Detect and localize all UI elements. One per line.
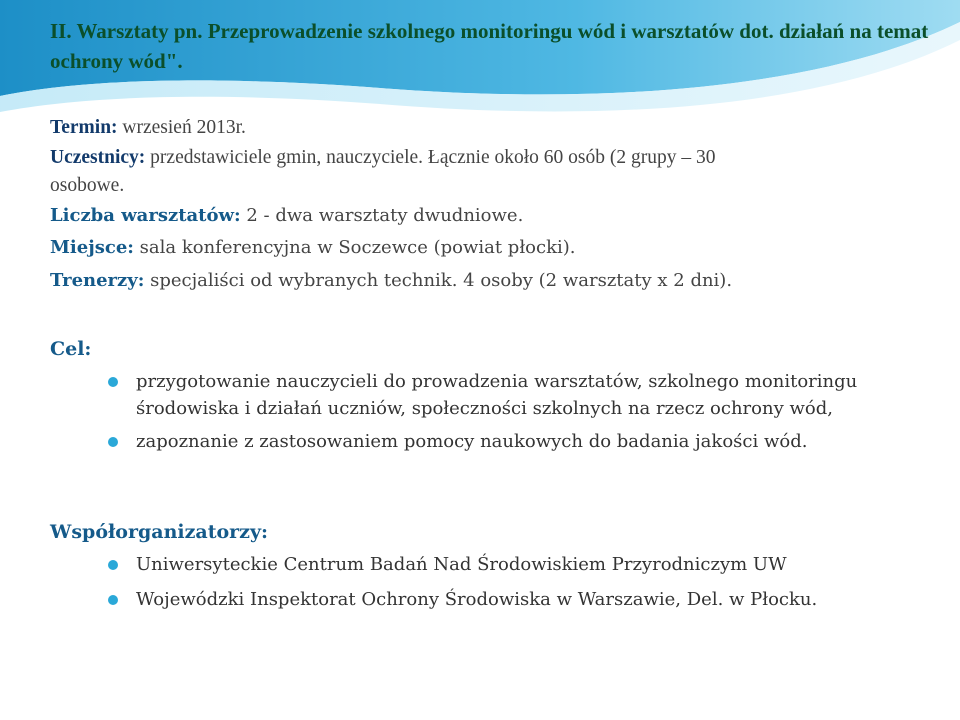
cel-heading: Cel:	[50, 338, 92, 360]
miejsce-value: sala konferencyjna w Soczewce (powiat płocki).	[133, 237, 576, 258]
cel-list	[108, 368, 888, 455]
wspolorganizatorzy-heading: Współorganizatorzy:	[50, 521, 269, 543]
trenerzy-line	[50, 267, 920, 295]
uczestnicy-line-2	[50, 172, 920, 200]
termin-line	[50, 114, 920, 142]
list-item	[108, 586, 908, 613]
cel-item-1: przygotowanie nauczycieli do prowadzenia warsztatów, szkolnego monitoringu środowiska i działań uczniów, społeczności szkolnych na rzecz ochrony wód,	[136, 371, 858, 419]
wspolorganizator-item-1: Uniwersyteckie Centrum Badań Nad Środowiskiem Przyrodniczym UW	[136, 554, 787, 575]
miejsce-line	[50, 234, 920, 262]
trenerzy-label: Trenerzy:	[50, 270, 145, 291]
wspolorganizator-item-2: Wojewódzki Inspektorat Ochrony Środowiska w Warszawie, Del. w Płocku.	[136, 589, 818, 610]
liczba-line	[50, 202, 920, 230]
slide-title: II. Warsztaty pn. Przeprowadzenie szkolnego monitoringu wód i warsztatów dot. działań na temat ochrony wód".	[50, 19, 929, 73]
uczestnicy-value: przedstawiciele gmin, nauczyciele. Łącznie około 60 osób (2 grupy – 30	[145, 147, 716, 168]
bullet-icon	[108, 560, 118, 570]
bullet-icon	[108, 377, 118, 387]
uczestnicy-value-cont: osobowe.	[50, 175, 125, 196]
trenerzy-value: specjaliści od wybranych technik. 4 osoby (2 warsztaty x 2 dni).	[144, 270, 733, 291]
uczestnicy-label: Uczestnicy:	[50, 147, 146, 168]
liczba-value: 2 - dwa warsztaty dwudniowe.	[240, 205, 524, 226]
wspolorganizatorzy-list	[108, 551, 908, 613]
list-item	[108, 368, 888, 422]
list-item	[108, 551, 908, 578]
uczestnicy-line	[50, 144, 920, 172]
miejsce-label: Miejsce:	[50, 237, 134, 258]
cel-item-2: zapoznanie z zastosowaniem pomocy naukowych do badania jakości wód.	[136, 431, 808, 452]
list-item	[108, 428, 888, 455]
bullet-icon	[108, 437, 118, 447]
termin-value: wrzesień 2013r.	[117, 117, 246, 138]
bullet-icon	[108, 595, 118, 605]
termin-label: Termin:	[50, 117, 118, 138]
liczba-label: Liczba warsztatów:	[50, 205, 241, 226]
